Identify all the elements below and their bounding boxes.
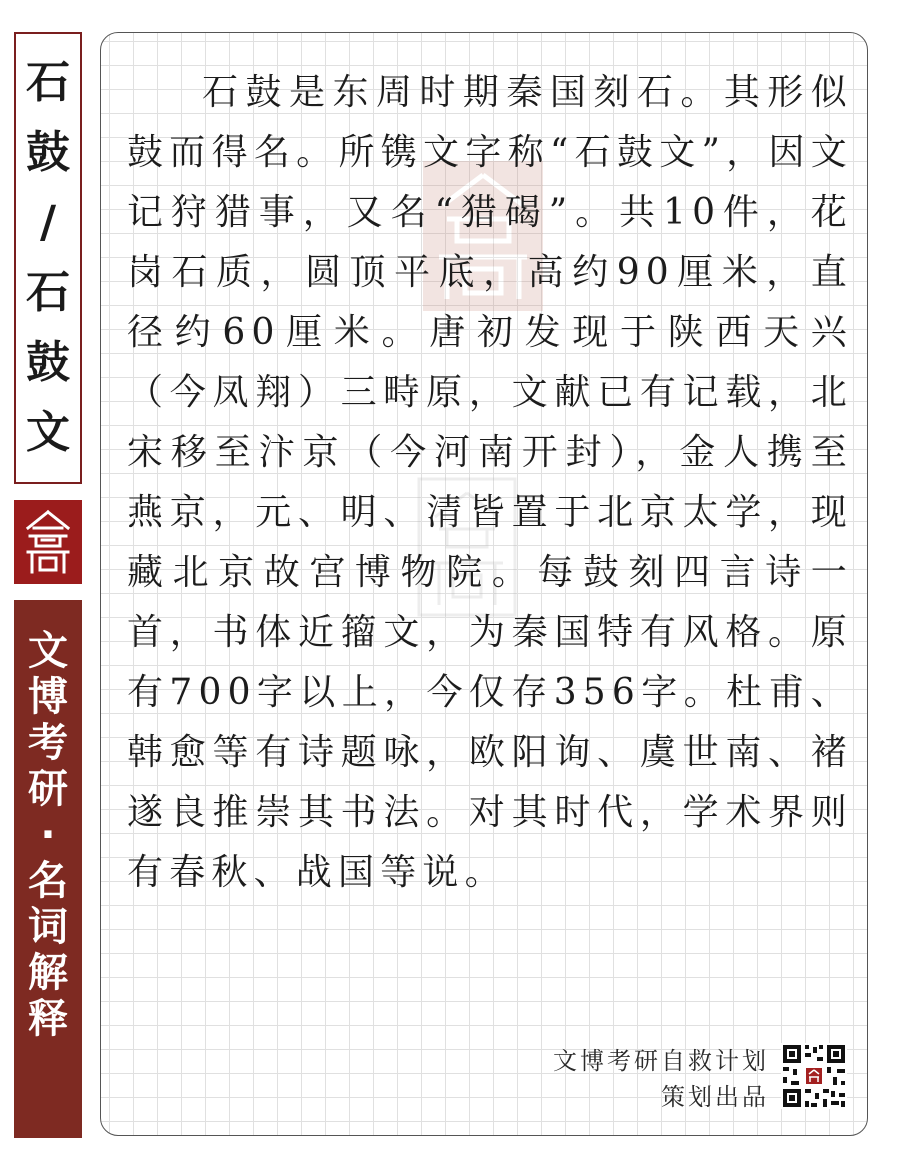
title-char: 鼓 [26,337,70,388]
banner-char: 文 [28,628,68,674]
banner-char: 考 [28,720,68,766]
title-box [14,32,82,484]
credit-line-1: 文博考研自救计划 [553,1047,769,1075]
title-char: 石 [26,267,70,318]
seal-logo-glyph [20,506,76,578]
banner-char: 名 [28,858,68,904]
qr-code-icon[interactable] [781,1043,847,1109]
seal-logo-icon [14,500,82,584]
title-char: 文 [26,407,70,458]
series-banner [14,600,82,1138]
banner-char: 研 [28,766,68,812]
credit-block [553,1043,769,1115]
banner-char: · [40,812,56,858]
banner-char: 解 [28,950,68,996]
title-char: 鼓 [26,127,70,178]
credit-line-2: 策划出品 [661,1083,769,1111]
grid-paper-card [100,32,868,1136]
title-char: 石 [26,57,70,108]
banner-char: 词 [28,904,68,950]
banner-char: 释 [28,996,68,1042]
banner-char: 博 [28,674,68,720]
title-char: / [39,197,57,248]
article-body-text: 石鼓是东周时期秦国刻石。其形似鼓而得名。所镌文字称“石鼓文”，因文记狩猎事，又名“猎碣”。共10件，花岗石质，圆顶平底，高约90厘米，直径约60厘米。唐初发现于陕西天兴（今凤翔）三畤原，文献已有记载，北宋移至汴京（今河南开封），金人携至燕京，元、明、清皆置于北京太学，现藏北京故宫博物院。每鼓刻四言诗一首，书体近籀文，为秦国特有风格。原有700字以上，今仅存356字。杜甫、韩愈等有诗题咏，欧阳询、虞世南、褚遂良推崇其书法。对其时代，学术界则有春秋、战国等说。 [127,72,853,893]
